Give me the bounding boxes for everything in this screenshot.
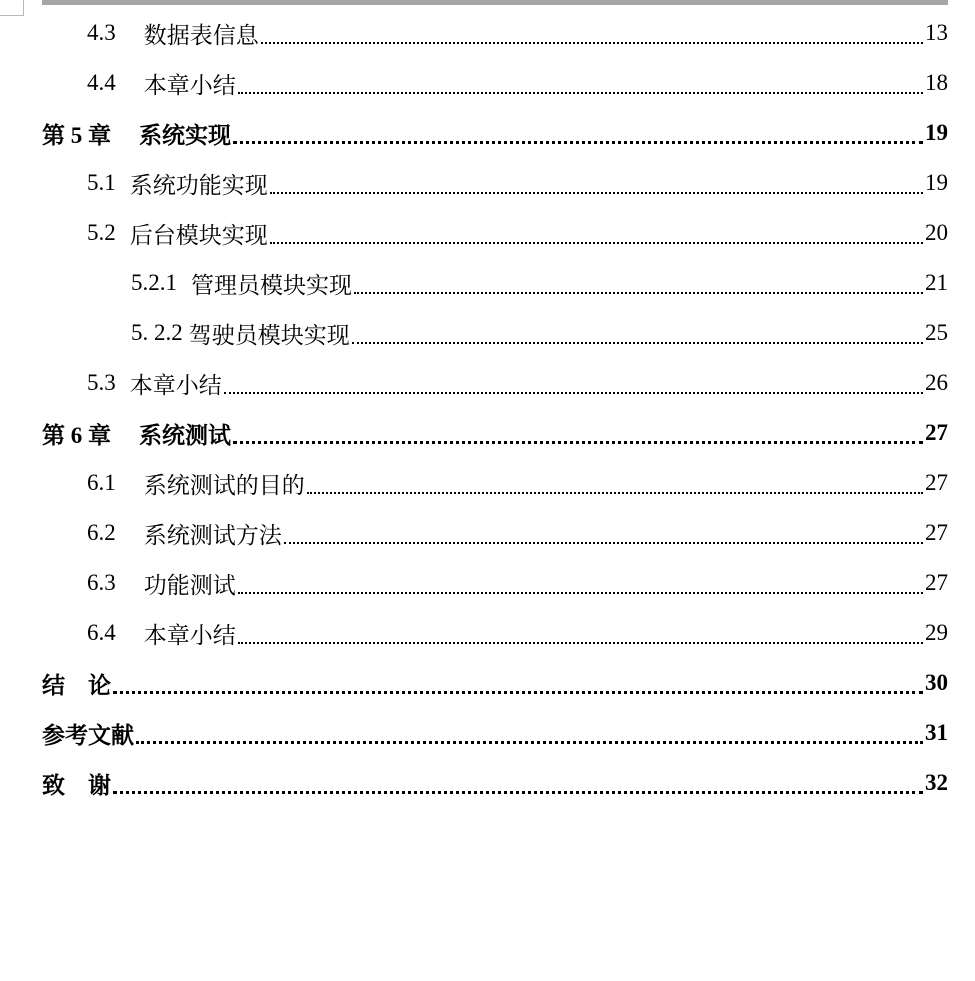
toc-subsection-entry[interactable] <box>0 308 975 358</box>
header-rule <box>42 0 948 5</box>
toc-leader-dots <box>224 392 923 394</box>
toc-leader-dots <box>233 141 923 144</box>
toc-page-number: 13 <box>925 20 948 45</box>
toc-leader-dots <box>270 242 923 244</box>
toc-page-number: 27 <box>925 470 948 495</box>
toc-leader-dots <box>307 492 923 494</box>
toc-entry[interactable] <box>0 458 975 508</box>
toc-entry[interactable] <box>0 58 975 108</box>
toc-number: 5. 2.2 <box>131 320 183 345</box>
toc-leader-dots <box>113 691 923 694</box>
toc-number: 5.3 <box>87 370 116 395</box>
toc-entry[interactable] <box>0 358 975 408</box>
toc-leader-dots <box>270 192 923 194</box>
toc-page-number: 32 <box>925 770 948 795</box>
toc-title: 系统功能实现 <box>129 172 268 198</box>
toc-acknowledgements-entry[interactable] <box>0 758 975 808</box>
toc-leader-dots <box>261 42 923 44</box>
toc-page-number: 19 <box>925 120 948 145</box>
toc-chapter-title: 致 谢 <box>42 772 111 798</box>
toc-leader-dots <box>238 592 923 594</box>
toc-subsection-entry[interactable] <box>0 258 975 308</box>
toc-leader-dots <box>113 791 923 794</box>
toc-title: 后台模块实现 <box>129 222 268 248</box>
toc-chapter-title: 结 论 <box>42 672 111 698</box>
toc-page-number: 18 <box>925 70 948 95</box>
toc-number: 4.3 <box>87 20 116 45</box>
toc-page-number: 19 <box>925 170 948 195</box>
toc-page-number: 21 <box>925 270 948 295</box>
toc-number: 6.1 <box>87 470 116 495</box>
toc-references-entry[interactable] <box>0 708 975 758</box>
toc-entry[interactable] <box>0 8 975 58</box>
toc-chapter-title: 系统测试 <box>139 422 231 448</box>
toc-chapter-entry[interactable] <box>0 408 975 458</box>
toc-title: 本章小结 <box>143 622 236 648</box>
toc-entry[interactable] <box>0 208 975 258</box>
toc-number: 5.2.1 <box>131 270 177 295</box>
toc-page-number: 27 <box>925 420 948 445</box>
toc-conclusion-entry[interactable] <box>0 658 975 708</box>
toc-title: 系统测试的目的 <box>143 472 305 498</box>
toc-page-number: 27 <box>925 520 948 545</box>
toc-entry[interactable] <box>0 608 975 658</box>
toc-title: 本章小结 <box>129 372 222 398</box>
toc-entry[interactable] <box>0 558 975 608</box>
toc-page-number: 31 <box>925 720 948 745</box>
toc-page-number: 27 <box>925 570 948 595</box>
toc-number: 5.1 <box>87 170 116 195</box>
toc-page-number: 29 <box>925 620 948 645</box>
toc-title: 功能测试 <box>143 572 236 598</box>
toc-chapter-number: 第 6 章 <box>42 422 111 448</box>
toc-number: 6.3 <box>87 570 116 595</box>
toc-number: 5.2 <box>87 220 116 245</box>
toc-entry[interactable] <box>0 158 975 208</box>
toc-leader-dots <box>136 741 923 744</box>
toc-title: 系统测试方法 <box>143 522 282 548</box>
toc-page-number: 25 <box>925 320 948 345</box>
toc-chapter-title: 系统实现 <box>139 122 231 148</box>
toc-page-number: 30 <box>925 670 948 695</box>
toc-leader-dots <box>354 292 923 294</box>
toc-leader-dots <box>238 92 923 94</box>
table-of-contents <box>0 8 975 808</box>
toc-title: 数据表信息 <box>143 22 259 48</box>
toc-number: 6.2 <box>87 520 116 545</box>
toc-chapter-entry[interactable] <box>0 108 975 158</box>
toc-leader-dots <box>284 542 923 544</box>
toc-title: 驾驶员模块实现 <box>188 322 350 348</box>
toc-page-number: 20 <box>925 220 948 245</box>
toc-chapter-title: 参考文献 <box>42 722 134 748</box>
toc-chapter-number: 第 5 章 <box>42 122 111 148</box>
toc-number: 6.4 <box>87 620 116 645</box>
toc-title: 本章小结 <box>143 72 236 98</box>
toc-entry[interactable] <box>0 508 975 558</box>
toc-leader-dots <box>233 441 923 444</box>
toc-leader-dots <box>238 642 923 644</box>
toc-page-number: 26 <box>925 370 948 395</box>
toc-number: 4.4 <box>87 70 116 95</box>
toc-leader-dots <box>352 342 923 344</box>
toc-title: 管理员模块实现 <box>191 272 352 298</box>
